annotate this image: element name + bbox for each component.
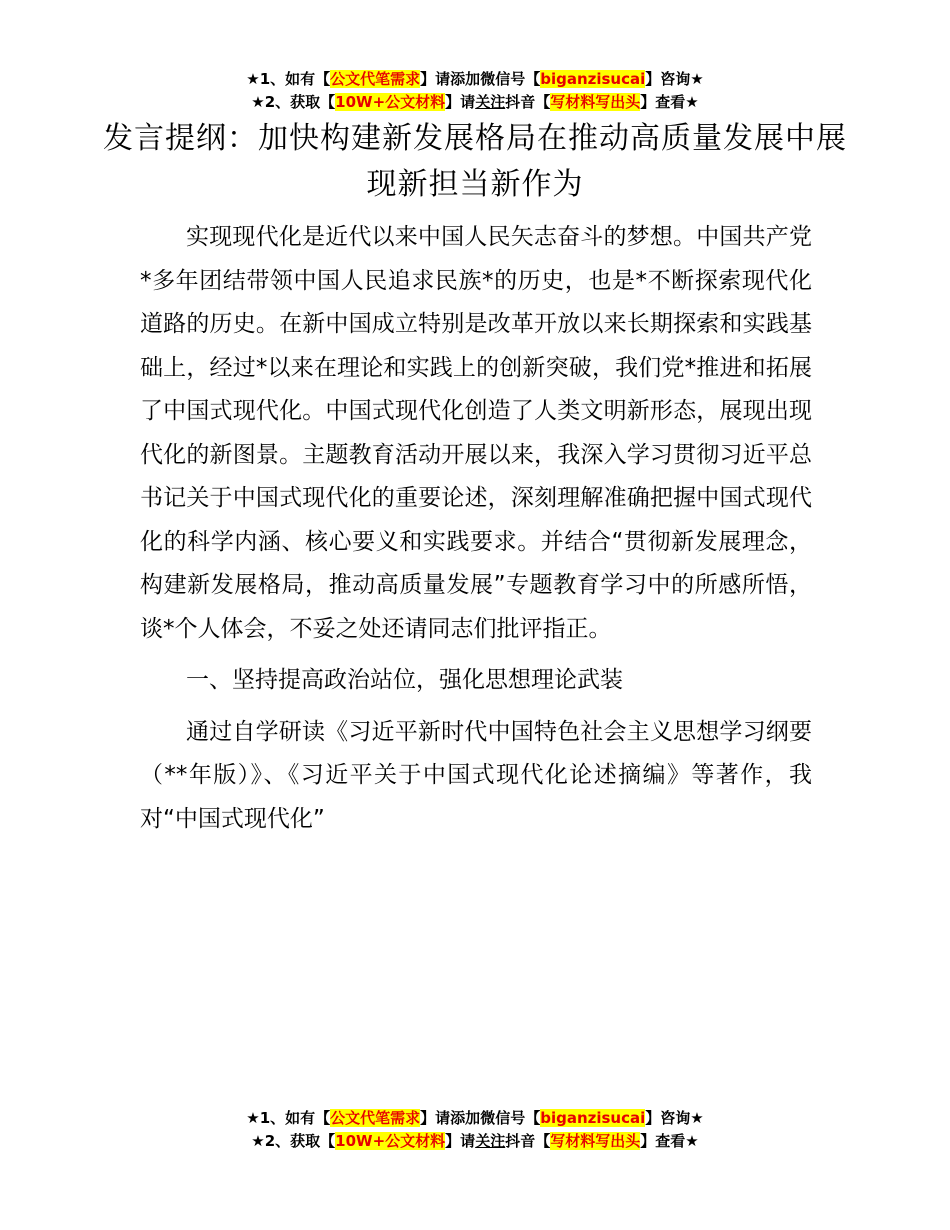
- highlight-douyin-account: 写材料写出头: [550, 93, 641, 111]
- star-icon: ★: [246, 1109, 260, 1127]
- notice-text: 微信号【: [480, 1109, 541, 1127]
- notice-text-bold: 加: [465, 70, 481, 88]
- notice-text: 】查看: [640, 1132, 686, 1150]
- highlight-wechat-id: biganzisucai: [540, 70, 646, 88]
- notice-text: 1、如有【: [259, 70, 331, 88]
- notice-text: 抖音【: [505, 1132, 551, 1150]
- footer-notice: [0, 1107, 950, 1153]
- notice-text: 】请: [445, 93, 476, 111]
- highlight-douyin-account: 写材料写出头: [550, 1132, 641, 1150]
- notice-text-underlined: 关注: [475, 93, 506, 111]
- header-notice: [0, 68, 950, 114]
- notice-text: 】请: [445, 1132, 476, 1150]
- header-notice-line-1: [0, 68, 950, 91]
- star-icon: ★: [685, 93, 699, 111]
- footer-notice-line-2: [0, 1130, 950, 1153]
- notice-text: 2、获取【: [264, 93, 336, 111]
- section-heading: 一、坚持提高政治站位，强化思想理论武装: [186, 667, 623, 693]
- star-icon: ★: [690, 70, 704, 88]
- notice-text: 】咨询: [645, 70, 691, 88]
- highlight-wechat-id: biganzisucai: [540, 1109, 646, 1127]
- header-notice-line-2: [0, 91, 950, 114]
- star-icon: ★: [690, 1109, 704, 1127]
- star-icon: ★: [685, 1132, 699, 1150]
- highlight-materials: 10W+公文材料: [335, 93, 446, 111]
- star-icon: ★: [251, 1132, 265, 1150]
- body-paragraph: 通过自学研读《习近平新时代中国特色社会主义思想学习纲要（**年版）》、《习近平关于中国式现代化论述摘编》等著作，我对“中国式现代化”: [140, 718, 812, 832]
- notice-text: 】请添: [420, 70, 466, 88]
- highlight-service: 公文代笔需求: [330, 70, 421, 88]
- notice-text-underlined: 关注: [475, 1132, 506, 1150]
- notice-text: 】查看: [640, 93, 686, 111]
- star-icon: ★: [251, 93, 265, 111]
- highlight-service: 公文代笔需求: [330, 1109, 421, 1127]
- notice-text: 】咨询: [645, 1109, 691, 1127]
- notice-text-bold: 加: [465, 1109, 481, 1127]
- intro-paragraph: 实现现代化是近代以来中国人民矢志奋斗的梦想。中国共产党*多年团结带领中国人民追求民族*的历史，也是*不断探索现代化道路的历史。在新中国成立特别是改革开放以来长期探索和实践基础上，经过*以来在理论和实践上的创新突破，我们党*推进和拓展了中国式现代化。中国式现代化创造了人类文明新形态，展现出现代化的新图景。主题教育活动开展以来，我深入学习贯彻习近平总书记关于中国式现代化的重要论述，深刻理解准确把握中国式现代化的科学内涵、核心要义和实践要求。并结合“贯彻新发展理念，构建新发展格局，推动高质量发展”专题教育学习中的所感所悟，谈*个人体会，不妥之处还请同志们批评指正。: [140, 224, 812, 642]
- notice-text: 微信号【: [480, 70, 541, 88]
- notice-text: 抖音【: [505, 93, 551, 111]
- notice-text: 2、获取【: [264, 1132, 336, 1150]
- footer-notice-line-1: [0, 1107, 950, 1130]
- notice-text: 】请添: [420, 1109, 466, 1127]
- highlight-materials: 10W+公文材料: [335, 1132, 446, 1150]
- document-title: 发言提纲：加快构建新发展格局在推动高质量发展中展现新担当新作为: [103, 121, 847, 202]
- notice-text: 1、如有【: [259, 1109, 331, 1127]
- document-body: [140, 216, 812, 841]
- star-icon: ★: [246, 70, 260, 88]
